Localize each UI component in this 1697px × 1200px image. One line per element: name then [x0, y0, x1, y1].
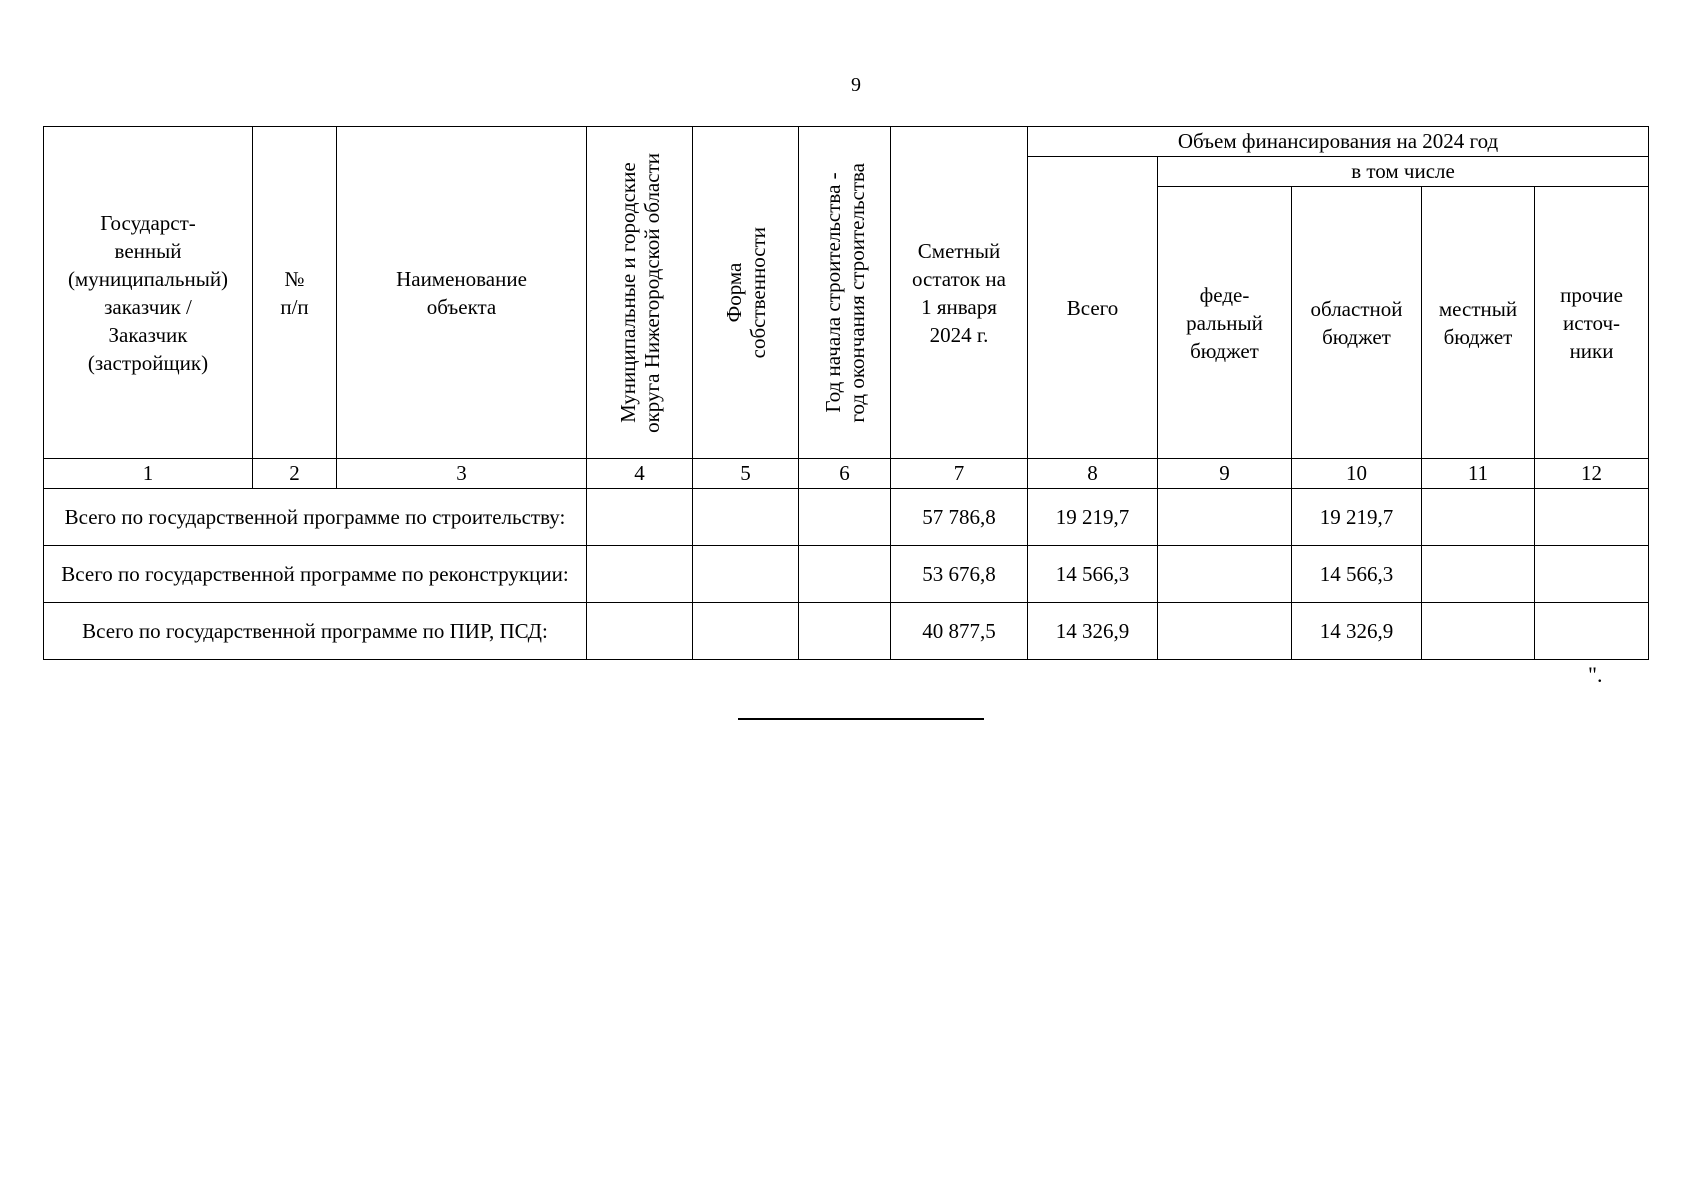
header-funding-group: Объем финансирования на 2024 год: [1028, 127, 1649, 157]
column-number: 10: [1292, 459, 1422, 489]
header-construction-years: Год начала строительства - год окончания строительства: [799, 127, 891, 459]
cell-federal: [1158, 603, 1292, 660]
column-number: 5: [693, 459, 799, 489]
cell-other: [1535, 489, 1649, 546]
header-other-sources: прочие источ- ники: [1535, 187, 1649, 459]
cell-other: [1535, 546, 1649, 603]
financing-table: [43, 126, 1649, 660]
cell-total: 14 566,3: [1028, 546, 1158, 603]
page-number: 9: [851, 74, 861, 96]
header-customer: Государст- венный (муниципальный) заказчик / Заказчик (застройщик): [44, 127, 253, 459]
row-label: Всего по государственной программе по ПИР, ПСД:: [44, 603, 587, 660]
column-number: 3: [337, 459, 587, 489]
header-estimated-balance: Сметный остаток на 1 января 2024 г.: [891, 127, 1028, 459]
column-number: 11: [1422, 459, 1535, 489]
header-ownership-form: Форма собственности: [693, 127, 799, 459]
cell-regional: 19 219,7: [1292, 489, 1422, 546]
cell-municipal: [587, 489, 693, 546]
column-number: 8: [1028, 459, 1158, 489]
cell-estimated-balance: 57 786,8: [891, 489, 1028, 546]
header-object-name: Наименование объекта: [337, 127, 587, 459]
cell-federal: [1158, 489, 1292, 546]
cell-years: [799, 603, 891, 660]
header-including: в том числе: [1158, 157, 1649, 187]
column-number: 2: [253, 459, 337, 489]
cell-years: [799, 489, 891, 546]
header-federal-budget: феде- ральный бюджет: [1158, 187, 1292, 459]
cell-regional: 14 566,3: [1292, 546, 1422, 603]
cell-ownership: [693, 546, 799, 603]
end-separator-line: [738, 718, 984, 720]
closing-quote-mark: ".: [1588, 662, 1603, 687]
table-row: [44, 546, 1649, 603]
row-label: Всего по государственной программе по строительству:: [44, 489, 587, 546]
cell-regional: 14 326,9: [1292, 603, 1422, 660]
header-number: № п/п: [253, 127, 337, 459]
cell-total: 14 326,9: [1028, 603, 1158, 660]
cell-local: [1422, 546, 1535, 603]
column-number: 12: [1535, 459, 1649, 489]
column-number: 4: [587, 459, 693, 489]
cell-municipal: [587, 603, 693, 660]
cell-local: [1422, 603, 1535, 660]
cell-local: [1422, 489, 1535, 546]
cell-other: [1535, 603, 1649, 660]
cell-ownership: [693, 489, 799, 546]
cell-total: 19 219,7: [1028, 489, 1158, 546]
column-number: 1: [44, 459, 253, 489]
header-municipal-districts: Муниципальные и городские округа Нижегородской области: [587, 127, 693, 459]
cell-years: [799, 546, 891, 603]
header-regional-budget: областной бюджет: [1292, 187, 1422, 459]
cell-ownership: [693, 603, 799, 660]
column-number: 6: [799, 459, 891, 489]
table-row: [44, 489, 1649, 546]
column-numbers-row: [44, 459, 1649, 489]
cell-estimated-balance: 40 877,5: [891, 603, 1028, 660]
header-total: Всего: [1028, 157, 1158, 459]
row-label: Всего по государственной программе по реконструкции:: [44, 546, 587, 603]
column-number: 7: [891, 459, 1028, 489]
column-number: 9: [1158, 459, 1292, 489]
table-row: [44, 603, 1649, 660]
cell-federal: [1158, 546, 1292, 603]
header-local-budget: местный бюджет: [1422, 187, 1535, 459]
cell-municipal: [587, 546, 693, 603]
cell-estimated-balance: 53 676,8: [891, 546, 1028, 603]
